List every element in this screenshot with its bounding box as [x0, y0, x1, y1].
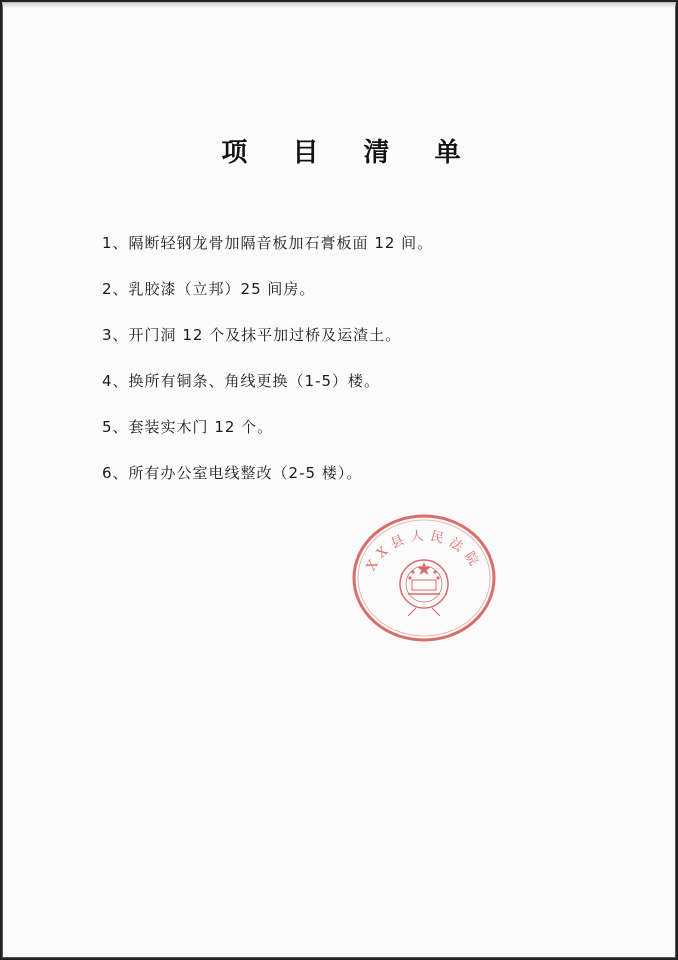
official-seal	[350, 512, 498, 642]
item-number: 3、	[102, 326, 129, 344]
list-item	[102, 324, 433, 370]
item-list	[102, 232, 433, 508]
item-text: 开门洞 12 个及抹平加过桥及运渣土。	[128, 326, 402, 344]
item-text: 乳胶漆（立邦）25 间房。	[128, 280, 316, 298]
national-emblem-icon	[400, 560, 448, 616]
list-item	[102, 232, 433, 278]
seal-graphic	[350, 512, 498, 642]
item-text: 所有办公室电线整改（2-5 楼）。	[128, 464, 363, 482]
scan-edge	[2, 2, 676, 8]
item-number: 6、	[102, 464, 129, 482]
item-text: 换所有铜条、角线更换（1-5）楼。	[128, 372, 381, 390]
item-text: 隔断轻钢龙骨加隔音板加石膏板面 12 间。	[128, 234, 434, 252]
seal-text: XX县人民法院	[363, 528, 485, 574]
item-number: 2、	[102, 280, 129, 298]
list-item	[102, 278, 433, 324]
list-item	[102, 462, 433, 508]
item-number: 4、	[102, 372, 129, 390]
item-text: 套装实木门 12 个。	[128, 418, 274, 436]
list-item	[102, 416, 433, 462]
list-item	[102, 370, 433, 416]
document-title: 项 目 清 单	[221, 138, 479, 168]
item-number: 5、	[102, 418, 129, 436]
item-number: 1、	[102, 234, 129, 252]
